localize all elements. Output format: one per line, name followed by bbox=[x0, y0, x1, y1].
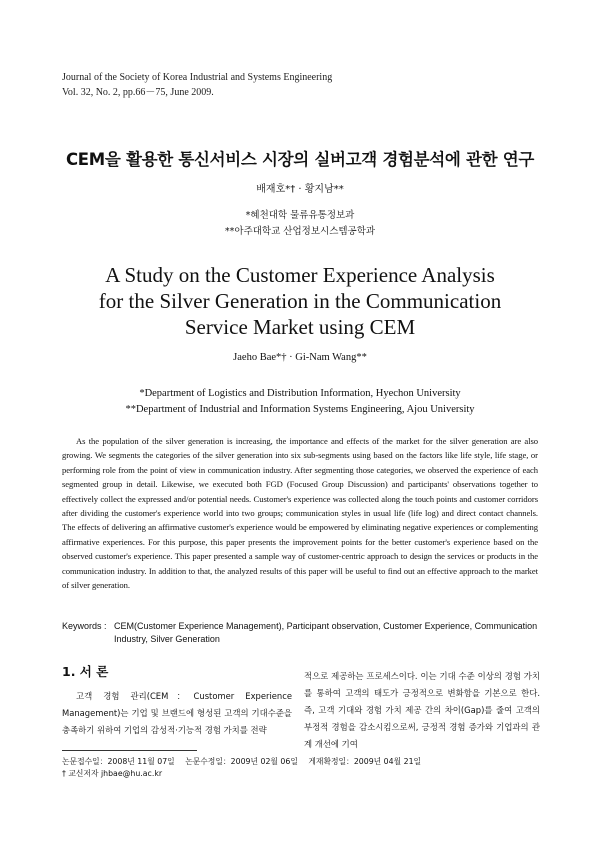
keywords-text: CEM(Customer Experience Management), Participant observation, Customer Experience, Communication Industry, Silver Generation bbox=[114, 621, 538, 644]
body-right-column: 적으로 제공하는 프로세스이다. 이는 기대 수준 이상의 경험 가치를 통하여 고객의 태도가 긍정적으로 변화함을 기본으로 한다. 즉, 고객 기대와 경험 가치 제공 간의 차이(Gap)를 줄여 고객의 부정적 경험을 감소시킴으로써, 긍정적 경험 증가와 기업과의 관계 개선에 기여 bbox=[304, 671, 540, 749]
journal-header bbox=[62, 70, 332, 100]
corresponding-author: † 교신저자 jhbae@hu.ac.kr bbox=[62, 769, 163, 778]
korean-affiliations bbox=[0, 208, 600, 240]
korean-authors: 배재호*† · 황지남** bbox=[256, 184, 344, 195]
body-left-column: 고객 경험 관리(CEM：Customer Experience Management)는 기업 및 브랜드에 형성된 고객의 기대수준을 충족하기 위하여 기업의 감성적·기능적 경험 가치를 전략 bbox=[62, 691, 292, 735]
english-affiliation-1: *Department of Logistics and Distribution Information, Hyechon University bbox=[139, 388, 461, 399]
english-title bbox=[0, 262, 600, 340]
journal-volume: Vol. 32, No. 2, pp.66－75, June 2009. bbox=[62, 87, 214, 98]
korean-title: CEM을 활용한 통신서비스 시장의 실버고객 경험분석에 관한 연구 bbox=[66, 150, 534, 169]
english-authors: Jaeho Bae*† · Gi-Nam Wang** bbox=[233, 352, 367, 363]
english-title-line-1: A Study on the Customer Experience Analysis bbox=[105, 263, 495, 287]
journal-name: Journal of the Society of Korea Industrial and Systems Engineering bbox=[62, 72, 333, 83]
footnote bbox=[62, 756, 542, 779]
english-title-line-3: Service Market using CEM bbox=[184, 315, 416, 339]
received-date: 논문접수일：2008년 11월 07일 bbox=[62, 757, 175, 766]
keywords-label: Keywords : bbox=[62, 621, 107, 631]
english-affiliation-2: **Department of Industrial and Information Systems Engineering, Ajou University bbox=[125, 404, 475, 415]
english-affiliations bbox=[0, 386, 600, 418]
revised-date: 논문수정일：2009년 02월 06일 bbox=[185, 757, 298, 766]
abstract: As the population of the silver generation is increasing, the importance and effects of the market for the silver generation are also growing. We segments the categories of the silver generation into six sub-segments using based on the factors like life style, life stage, or performing role from the point of view in communication industry. After segmenting those categories, we observed the experience of each segmented group in detail. Likewise, we executed both FGD (Focused Group Discussion) and participants' observations together to effectively collect the expressed and/or potential needs. Customer's experience was collected along the touch points and customer corridors after dividing the customer's experience world into two groups; communication styles in usual life (life log) and direct contact channels. The effects of delivering an affirmative customer's experience would be empowered by eliminating negative experiences or complementing affirmative experiences. For this purpose, this paper presents the improvement points for the better customer's experience based on the observed customer's experience. This paper presented a sample way of customer-centric approach to design the services or products in the communication industry. In addition to that, the analyzed results of this paper will be useful to find out an effective approach to the market of silver generation. bbox=[62, 436, 538, 591]
section-heading: 1. 서 론 bbox=[62, 664, 109, 679]
accepted-date: 게재확정일：2009년 04월 21일 bbox=[308, 757, 422, 766]
footnote-dates bbox=[62, 756, 542, 767]
korean-affiliation-2: **아주대학교 산업정보시스템공학과 bbox=[224, 226, 376, 237]
korean-affiliation-1: *혜천대학 물류유통정보과 bbox=[245, 210, 355, 221]
english-title-line-2: for the Silver Generation in the Communication bbox=[98, 289, 502, 313]
footnote-divider bbox=[62, 750, 197, 751]
